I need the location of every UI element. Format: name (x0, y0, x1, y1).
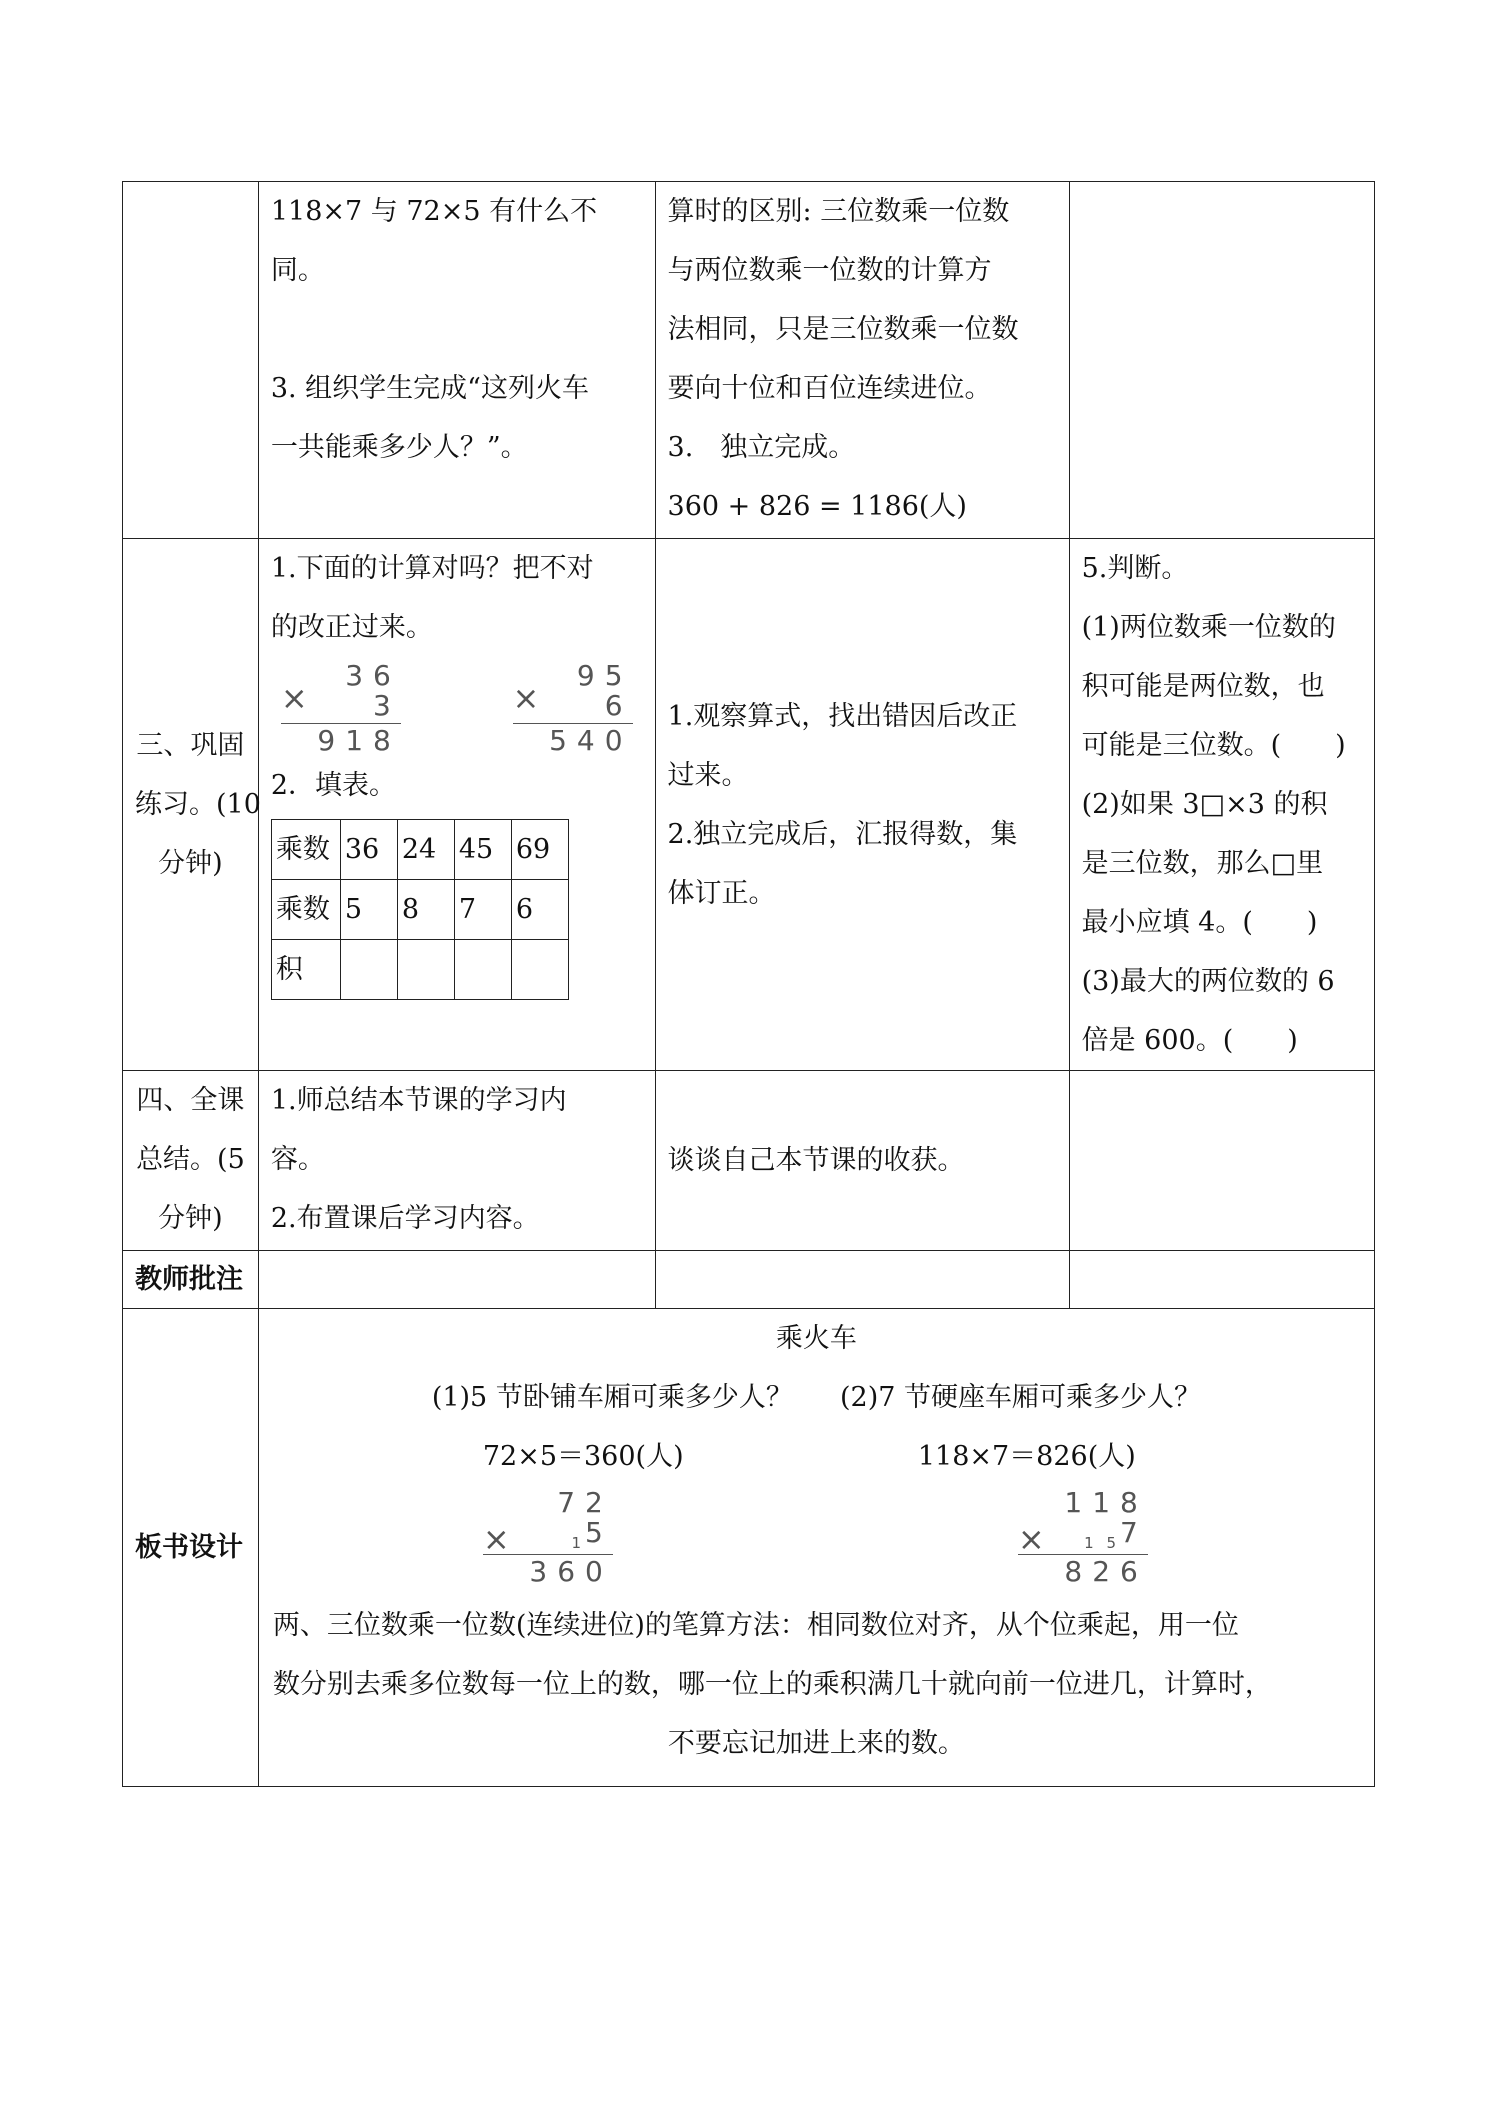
fill-cell: 7 (454, 880, 511, 940)
fill-cell: 36 (340, 820, 397, 880)
fill-in-table (271, 819, 569, 1000)
row-continuation (123, 182, 1375, 539)
stage-line: 总结。(5 (136, 1144, 245, 1175)
calc-top: 36 (345, 659, 401, 692)
stage-line: 四、全课 (136, 1085, 245, 1116)
lesson-plan-table (122, 181, 1375, 1787)
extra-cell-empty (1069, 182, 1374, 539)
method-line: 不要忘记加进上来的数。 (667, 1728, 965, 1759)
stage-line: 练习。(10 (135, 789, 261, 820)
text-line: 1.下面的计算对吗？把不对 (270, 553, 594, 584)
vertical-calc-b (513, 661, 633, 756)
fill-cell: 45 (454, 820, 511, 880)
text-line: (1)两位数乘一位数的 (1081, 612, 1336, 643)
calc-result: 540 (549, 724, 633, 757)
fill-cell: 5 (340, 880, 397, 940)
text-line: 2.独立完成后，汇报得数，集 (667, 818, 1018, 850)
calc-mult: 5 (585, 1516, 613, 1549)
fill-cell: 24 (397, 820, 454, 880)
stage-line: 分钟) (158, 1203, 223, 1234)
fill-cell (511, 940, 568, 1000)
calc-result: 826 (1064, 1555, 1148, 1588)
vertical-calc-1 (483, 1488, 613, 1587)
text-line: 是三位数，那么□里 (1081, 848, 1324, 879)
times-sign: × (482, 1520, 510, 1558)
carry-digits: 1 5 (1084, 1534, 1121, 1552)
text-line: 积可能是两位数，也 (1081, 671, 1325, 702)
notes-cell-empty (258, 1251, 655, 1309)
text-line: 同。 (270, 255, 325, 286)
text-line: 1.师总结本节课的学习内 (270, 1085, 567, 1116)
calc-top: 72 (557, 1486, 613, 1519)
question-1: (1)5 节卧铺车厢可乘多少人？ (431, 1382, 793, 1413)
text-line: 倍是 600。( ) (1081, 1025, 1298, 1056)
calc-mult: 7 (1120, 1516, 1148, 1549)
text-line: 过来。 (667, 759, 749, 791)
text-line: 1.观察算式，找出错因后改正 (667, 700, 1018, 732)
times-sign: × (512, 679, 540, 717)
equation-1: 72×5＝360(人) (482, 1441, 684, 1472)
teacher-activity-cell (258, 182, 655, 539)
fill-cell: 8 (397, 880, 454, 940)
fill-cell: 6 (511, 880, 568, 940)
vertical-calcs (271, 657, 643, 756)
text-line: 谈谈自己本节课的收获。 (667, 1145, 965, 1176)
text-line: 118×7 与 72×5 有什么不 (270, 196, 598, 227)
text-line: (2)如果 3□×3 的积 (1081, 789, 1328, 820)
question-2: (2)7 节硬座车厢可乘多少人？ (840, 1382, 1202, 1413)
stage-cell (123, 539, 259, 1071)
vertical-calc-2 (1018, 1488, 1148, 1587)
notes-cell-empty (1069, 1251, 1374, 1309)
equation-2: 118×7＝826(人) (917, 1441, 1136, 1472)
teacher-activity-cell (258, 539, 655, 1071)
fill-title: 2．填表。 (270, 770, 397, 801)
text-line: 要向十位和百位连续进位。 (667, 373, 992, 404)
calc-result: 918 (317, 724, 401, 757)
calc-result: 360 (529, 1555, 613, 1588)
text-line: 算时的区别: 三位数乘一位数 (667, 196, 1010, 227)
board-cell (258, 1309, 1374, 1787)
text-line: 容。 (270, 1144, 325, 1175)
text-line: 3. 组织学生完成“这列火车 (270, 373, 589, 404)
board-questions (273, 1368, 1360, 1427)
fill-row (271, 880, 568, 940)
stage-line: 分钟) (158, 848, 223, 879)
stage-cell (123, 1071, 259, 1251)
times-sign: × (280, 679, 308, 717)
fill-label: 乘数 (271, 820, 340, 880)
spacer (271, 300, 643, 359)
carry-digit: 1 (571, 1534, 586, 1552)
board-equations (273, 1427, 1360, 1486)
fill-cell (454, 940, 511, 1000)
row-summary (123, 1071, 1375, 1251)
text-line: 的改正过来。 (270, 612, 433, 643)
text-line: (3)最大的两位数的 6 (1081, 966, 1335, 997)
student-activity-cell (655, 182, 1069, 539)
text-line: 与两位数乘一位数的计算方 (667, 255, 992, 286)
method-line: 两、三位数乘一位数(连续进位)的笔算方法：相同数位对齐，从个位乘起，用一位 (272, 1610, 1239, 1641)
row-board-design (123, 1309, 1375, 1787)
extra-cell (1069, 539, 1374, 1071)
text-line: 3. 独立完成。 (667, 432, 856, 463)
board-title: 乘火车 (775, 1323, 857, 1354)
text-line: 体订正。 (667, 877, 776, 909)
fill-cell: 69 (511, 820, 568, 880)
calc-top: 118 (1064, 1486, 1148, 1519)
calc-mult: 3 (373, 689, 401, 722)
student-activity-cell (655, 1071, 1069, 1251)
times-sign: × (1017, 1520, 1045, 1558)
fill-row (271, 820, 568, 880)
student-activity-cell (655, 539, 1069, 1071)
board-label: 板书设计 (123, 1309, 259, 1787)
fill-label: 积 (271, 940, 340, 1000)
method-line: 数分别去乘多位数每一位上的数，哪一位上的乘积满几十就向前一位进几，计算时， (272, 1669, 1272, 1700)
text-line: 法相同，只是三位数乘一位数 (667, 314, 1019, 345)
fill-row (271, 940, 568, 1000)
row-teacher-notes (123, 1251, 1375, 1309)
text-line: 可能是三位数。( ) (1081, 730, 1346, 761)
fill-cell (340, 940, 397, 1000)
calc-mult: 6 (604, 689, 633, 722)
notes-cell-empty (655, 1251, 1069, 1309)
teacher-activity-cell (258, 1071, 655, 1251)
stage-cell-empty (123, 182, 259, 539)
fill-cell (397, 940, 454, 1000)
vertical-calc-a (281, 661, 401, 756)
fill-label: 乘数 (271, 880, 340, 940)
text-line: 一共能乘多少人？”。 (270, 432, 528, 463)
text-line: 2.布置课后学习内容。 (270, 1203, 540, 1234)
stage-line: 三、巩固 (136, 730, 245, 761)
text-line: 360 + 826 = 1186(人) (667, 491, 967, 522)
calc-top: 95 (576, 659, 633, 692)
notes-label: 教师批注 (123, 1251, 259, 1309)
extra-cell-empty (1069, 1071, 1374, 1251)
board-vertical-calcs (273, 1486, 1360, 1596)
text-line: 5.判断。 (1081, 553, 1189, 584)
row-practice (123, 539, 1375, 1071)
text-line: 最小应填 4。( ) (1081, 907, 1318, 938)
